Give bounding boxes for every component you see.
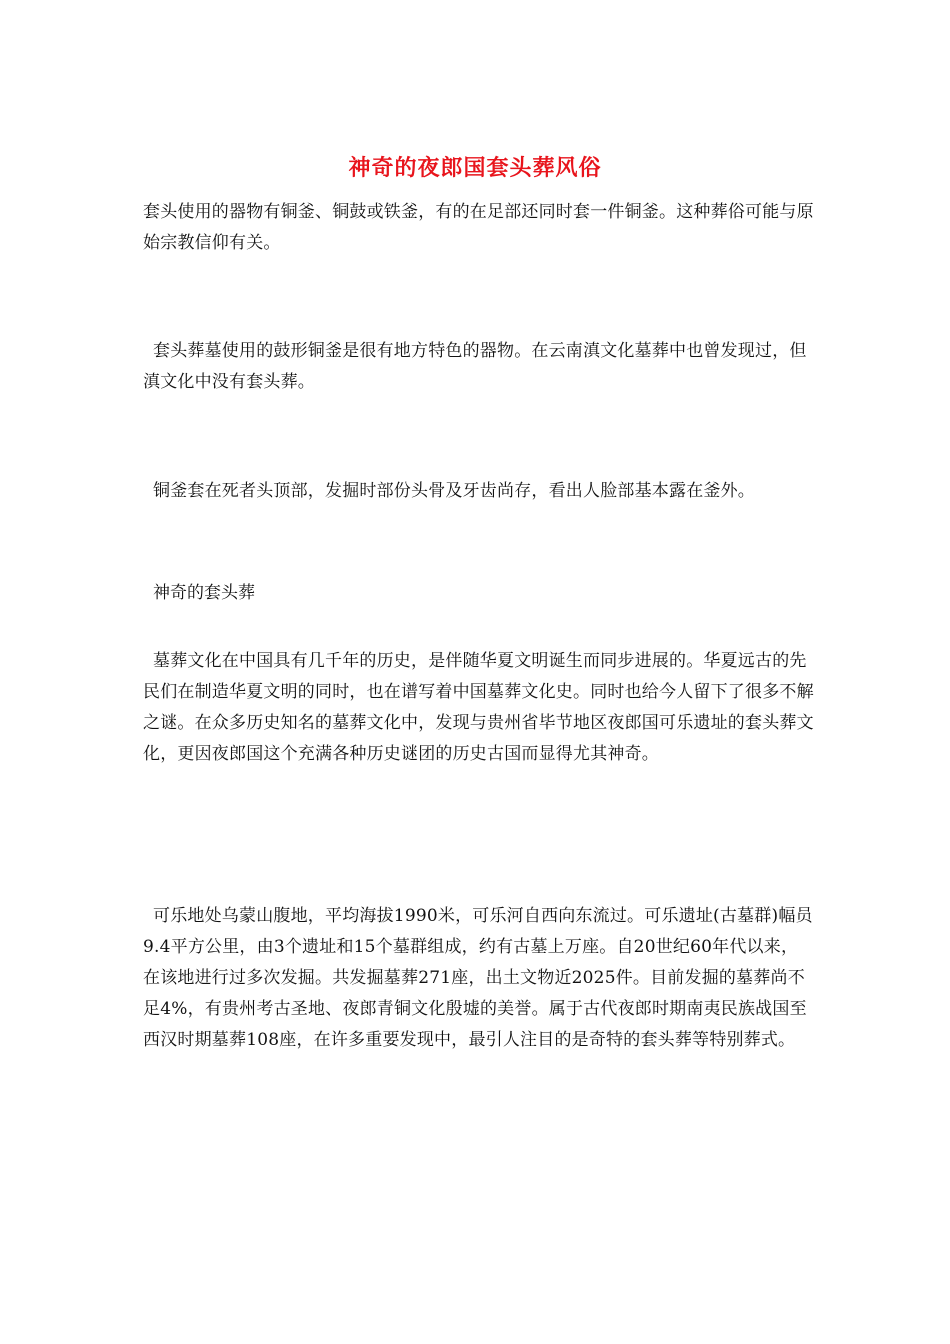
paragraph-4: 墓葬文化在中国具有几千年的历史，是伴随华夏文明诞生而同步进展的。华夏远古的先民们在制造华夏文明的同时，也在谱写着中国墓葬文化史。同时也给今人留下了很多不解之谜。在众多历史知名的墓葬文化中，发现与贵州省毕节地区夜郎国可乐遗址的套头葬文化，更因夜郎国这个充满各种历史谜团的历史古国而显得尤其神奇。 xyxy=(143,651,814,764)
document-title: 神奇的夜郎国套头葬风俗 xyxy=(348,155,602,181)
paragraph-1: 套头使用的器物有铜釜、铜鼓或铁釜，有的在足部还同时套一件铜釜。这种葬俗可能与原始宗教信仰有关。 xyxy=(143,202,814,253)
paragraph-5: 可乐地处乌蒙山腹地，平均海拔1990米，可乐河自西向东流过。可乐遗址(古墓群)幅员9.4平方公里，由3个遗址和15个墓群组成，约有古墓上万座。自20世纪60年代以来，在该地进行过多次发掘。共发掘墓葬271座，出土文物近2025件。目前发掘的墓葬尚不足4%，有贵州考古圣地、夜郎青铜文化殷墟的美誉。属于古代夜郎时期南夷民族战国至西汉时期墓葬108座，在许多重要发现中，最引人注目的是奇特的套头葬等特别葬式。 xyxy=(143,906,813,1050)
paragraph-2: 套头葬墓使用的鼓形铜釜是很有地方特色的器物。在云南滇文化墓葬中也曾发现过，但滇文化中没有套头葬。 xyxy=(143,341,807,392)
paragraph-3: 铜釜套在死者头顶部，发掘时部份头骨及牙齿尚存，看出人脸部基本露在釜外。 xyxy=(153,481,755,501)
section-heading: 神奇的套头葬 xyxy=(153,583,255,603)
